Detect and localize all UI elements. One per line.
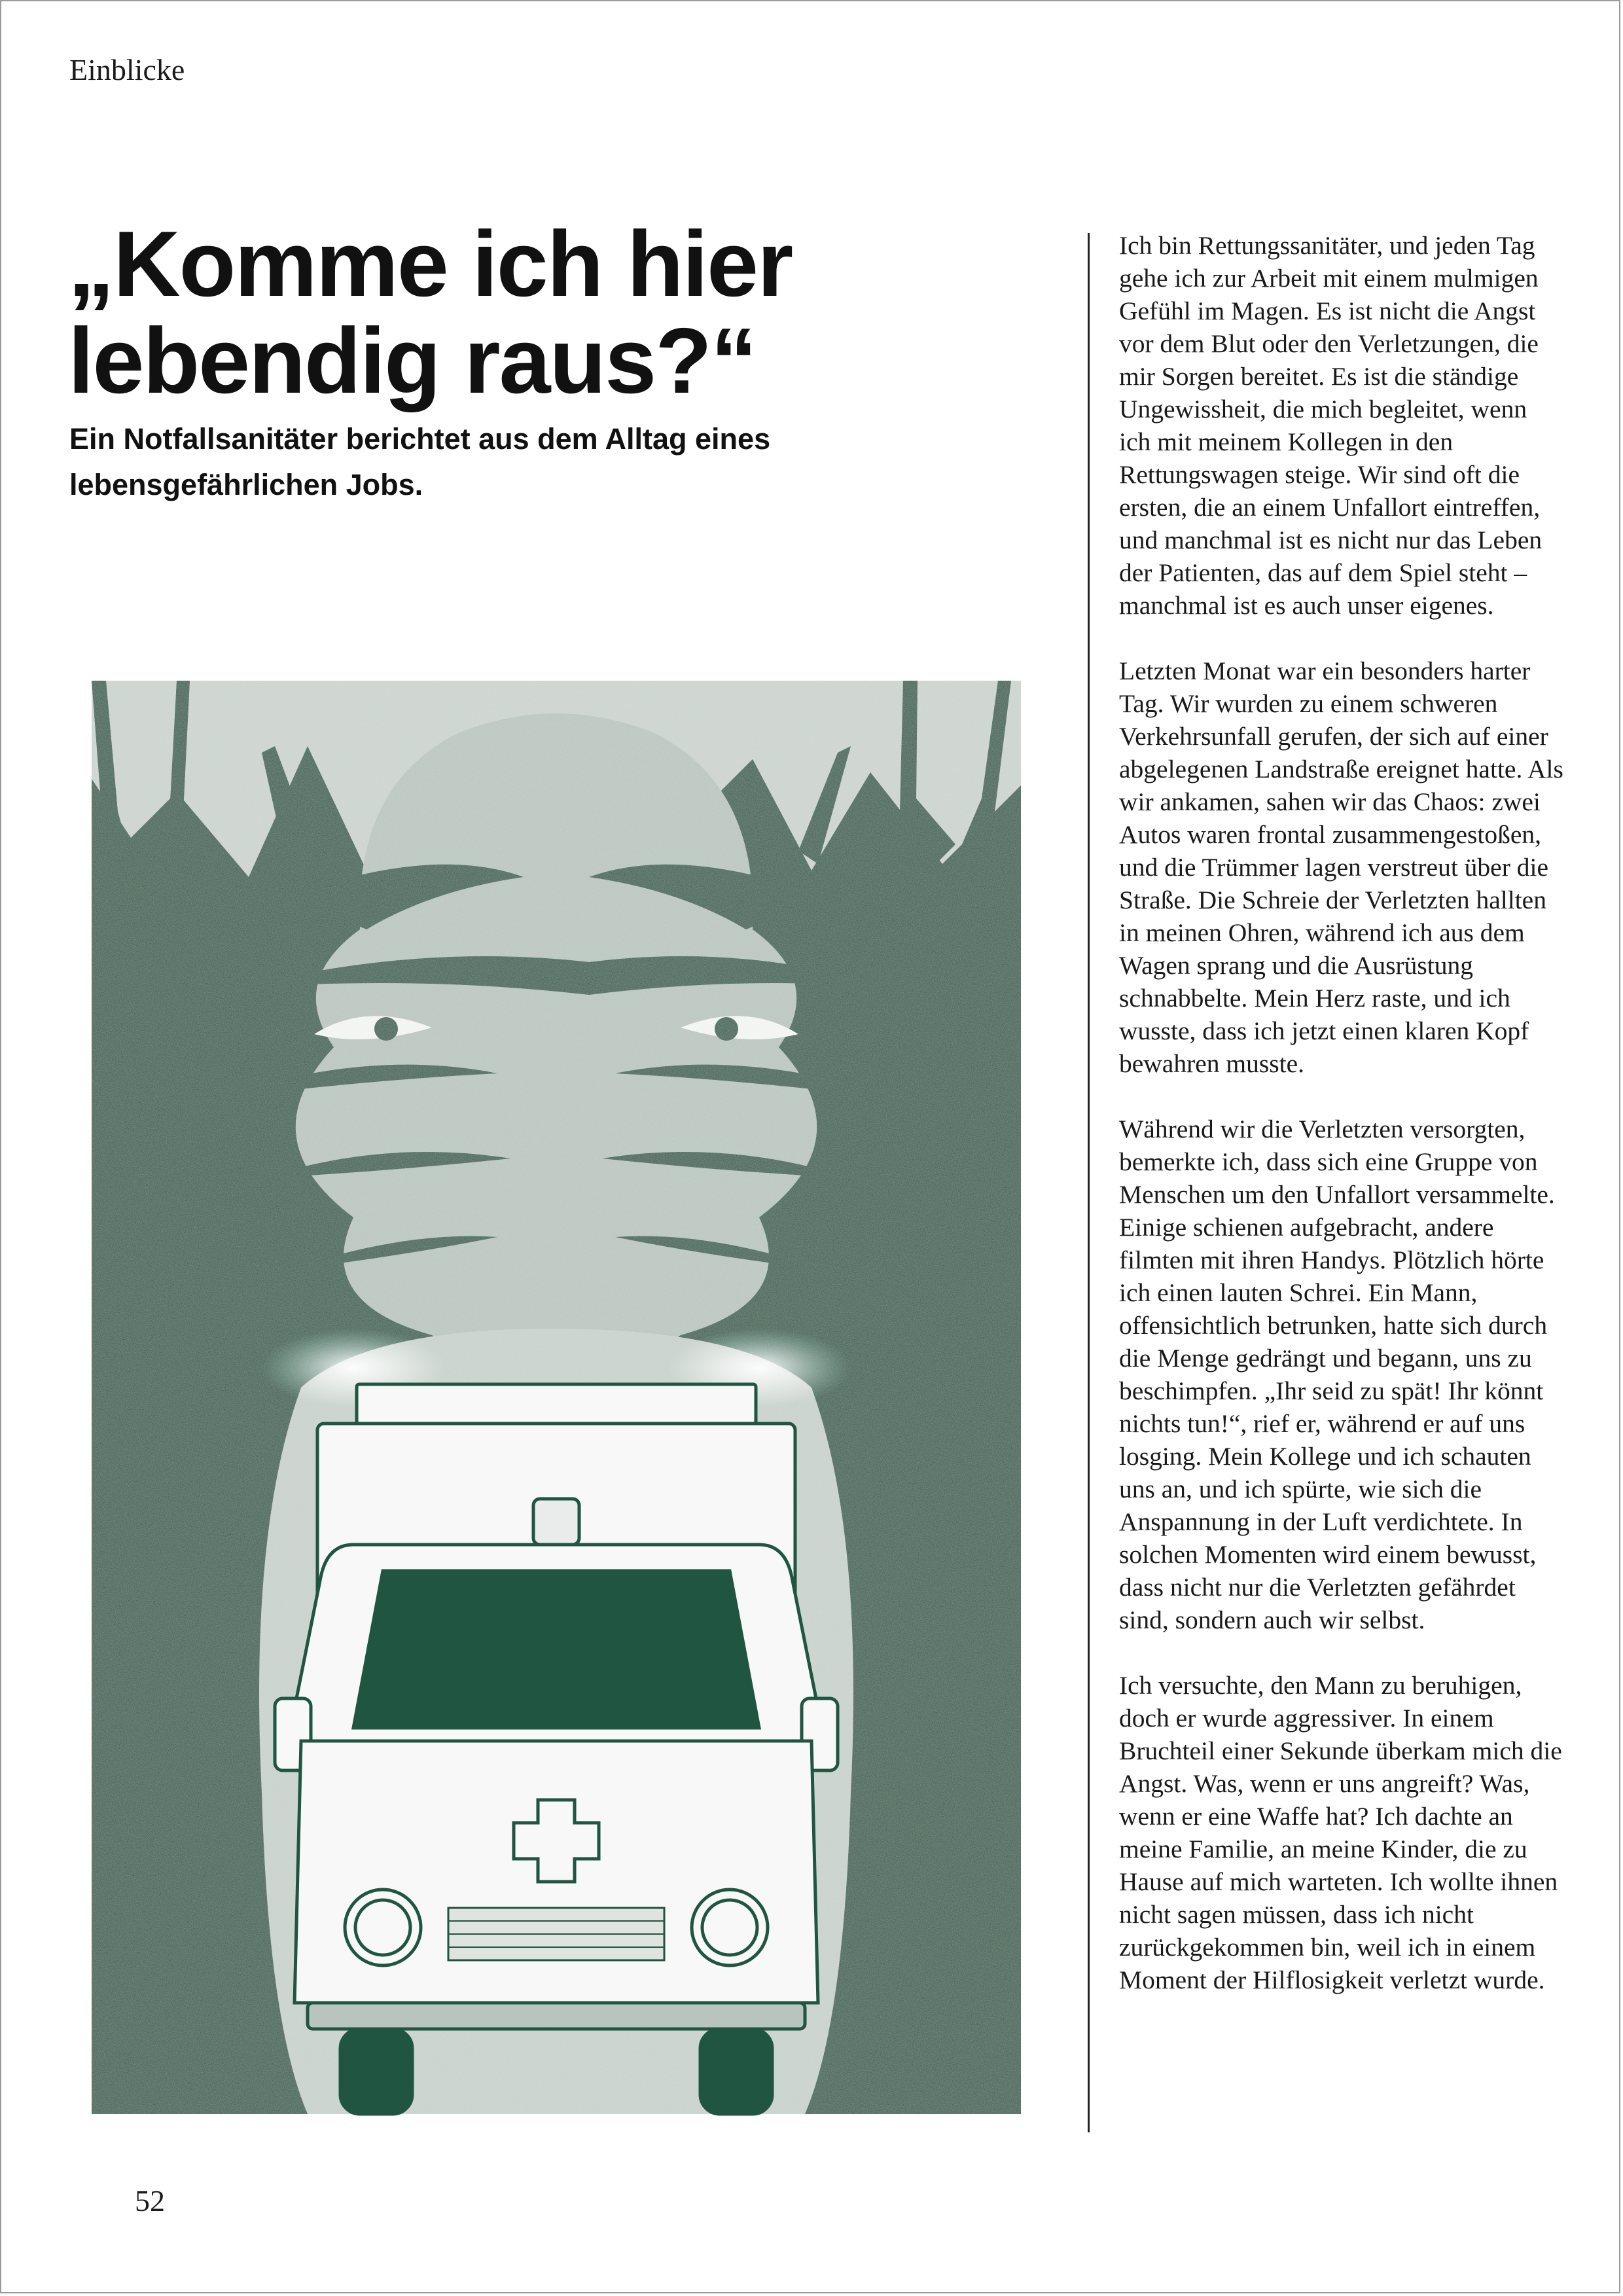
column-rule (1088, 233, 1090, 2132)
article-body (1119, 229, 1564, 2029)
section-label: Einblicke (69, 53, 185, 86)
ambulance-forest-illustration (92, 681, 1021, 2134)
article-paragraph-2: Letzten Monat war ein besonders harter Tag. Wir wurden zu einem schweren Verkehrsunfall gerufen, der sich auf einer abgelegenen Landstraße ereignet hatte. Als wir ankamen, sahen wir das Chaos: zwei Autos waren frontal zusammengestoßen, und die Trümmer lagen verstreut über die Straße. Die Schreie der Verletzten hallten in meinen Ohren, während ich aus dem Wagen sprang und die Ausrüstung schnabbelte. Mein Herz raste, und ich wusste, dass ich jetzt einen klaren Kopf bewahren musste. (1119, 656, 1563, 1078)
article-paragraph-3: Während wir die Verletzten versorgten, bemerkte ich, dass sich eine Gruppe von Menschen um den Unfallort versammelte. Einige schienen aufgebracht, andere filmten mit ihren Handys. Plötzlich hörte ich einen lauten Schrei. Ein Mann, offensichtlich betrunken, hatte sich durch die Menge gedrängt und begann, uns zu beschimpfen. „Ihr seid zu spät! Ihr könnt nichts tun!“, rief er, während er auf uns losging. Mein Kollege und ich schauten uns an, und ich spürte, wie sich die Anspannung in der Luft verdichtete. In solchen Momenten wird einem bewusst, dass nicht nur die Verletzten gefährdet sind, sondern auch wir selbst. (1119, 1115, 1555, 1634)
article-subtitle: Ein Notfallsanitäter berichtet aus dem Alltag eines lebensgefährlichen Jobs. (69, 422, 771, 501)
article-paragraph-1: Ich bin Rettungssanitäter, und jeden Tag gehe ich zur Arbeit mit einem mulmigen Gefühl im Magen. Es ist nicht die Angst vor dem Blut oder den Verletzungen, die mir Sorgen bereitet. Es ist die ständige Ungewissheit, die mich begleitet, wenn ich mit meinem Kollegen in den Rettungswagen steige. Wir sind oft die ersten, die an einem Unfallort eintreffen, und manchmal ist es nicht nur das Leben der Patienten, das auf dem Spiel steht – manchmal ist es auch unser eigenes. (1119, 231, 1543, 620)
article-headline: „Komme ich hier lebendig raus?“ (68, 212, 793, 413)
ambulance (275, 1384, 838, 2114)
page-number: 52 (135, 2184, 165, 2217)
article-paragraph-4: Ich versuchte, den Mann zu beruhigen, doch er wurde aggressiver. In einem Bruchteil einer Sekunde überkam mich die Angst. Was, wenn er uns angreift? Was, wenn er eine Waffe hat? Ich dachte an meine Familie, an meine Kinder, die zu Hause auf mich warteten. Ich wollte ihnen nicht sagen müssen, dass ich nicht zurückgekommen bin, weil ich in einem Moment der Hilflosigkeit verletzt wurde. (1119, 1671, 1562, 1994)
